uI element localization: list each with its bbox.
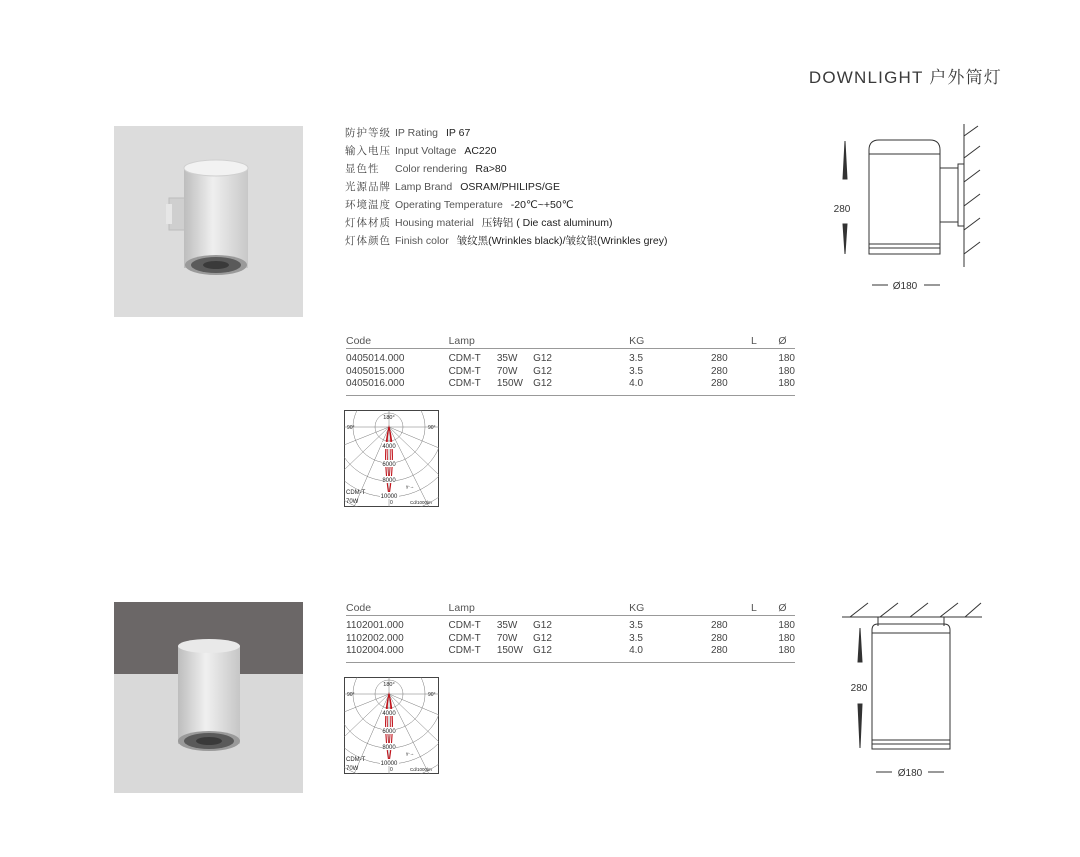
height-dimension: 280 — [850, 683, 868, 694]
diameter-dimension: Ø180 — [892, 281, 918, 292]
spec-housing-material: 灯体材质 Housing material 压铸铝 ( Die cast aluminum) — [345, 217, 613, 229]
angle-label-right: 90° — [428, 425, 436, 431]
table-row: 0405015.000 CDM-T 70W G12 3.5 280 180 — [346, 365, 795, 377]
table-row: 1102004.000 CDM-T 150W G12 4.0 280 180 — [346, 645, 795, 662]
table-row: 0405014.000 CDM-T 35W G12 3.5 280 180 — [346, 353, 795, 365]
table-header: Code Lamp KG L Ø — [346, 334, 795, 349]
product-photo-wall — [114, 126, 303, 317]
lamp-watt-label: 70W — [346, 499, 359, 505]
unit-label: Cd/1000lm — [410, 500, 432, 505]
lamp-label: CDM-T — [346, 757, 366, 763]
table-header: Code Lamp KG L Ø — [346, 601, 795, 616]
product-photo-ceiling — [114, 602, 303, 793]
spec-list — [345, 124, 668, 250]
spec-ip-rating: 防护等级 IP Rating IP 67 — [345, 127, 471, 139]
lamp-watt-label: 70W — [346, 766, 359, 772]
gamma-label: γ-→ — [406, 484, 415, 489]
page-title: DOWNLIGHT 户外筒灯 — [808, 68, 1002, 87]
spec-color-rendering: 显色性 Color rendering Ra>80 — [345, 163, 507, 175]
table-row: 1102001.000 CDM-T 35W G12 3.5 280 180 — [346, 620, 795, 632]
ring-label: 4000 — [382, 711, 396, 717]
zero-label: 0 — [390, 767, 393, 773]
product2-table — [346, 601, 795, 663]
ring-label: 10000 — [380, 494, 398, 500]
angle-label-right: 90° — [428, 692, 436, 698]
polar-diagram-1 — [344, 410, 439, 507]
technical-drawing-wall — [826, 124, 986, 301]
unit-label: Cd/1000lm — [410, 767, 432, 772]
spec-lamp-brand: 光源品牌 Lamp Brand OSRAM/PHILIPS/GE — [345, 181, 560, 193]
angle-label-left: 90° — [347, 425, 355, 431]
ring-label: 10000 — [380, 761, 398, 767]
spec-finish-color: 灯体颜色 Finish color 皱纹黑(Wrinkles black)/皱纹银(Wrinkles grey) — [345, 235, 668, 247]
gamma-label: γ-→ — [406, 751, 415, 756]
table-row: 1102002.000 CDM-T 70W G12 3.5 280 180 — [346, 632, 795, 644]
angle-label-top: 180° — [383, 415, 395, 421]
ring-label: 4000 — [382, 444, 396, 450]
polar-diagram-2 — [344, 677, 439, 774]
angle-label-left: 90° — [347, 692, 355, 698]
lamp-label: CDM-T — [346, 490, 366, 496]
zero-label: 0 — [390, 500, 393, 506]
ring-label: 6000 — [382, 462, 396, 468]
ring-label: 8000 — [382, 478, 396, 484]
table-row: 0405016.000 CDM-T 150W G12 4.0 280 180 — [346, 378, 795, 395]
angle-label-top: 180° — [383, 682, 395, 688]
diameter-dimension: Ø180 — [897, 768, 923, 779]
spec-input-voltage: 输入电压 Input Voltage AC220 — [345, 145, 497, 157]
product1-table — [346, 334, 795, 396]
height-dimension: 280 — [833, 204, 851, 215]
ring-label: 6000 — [382, 729, 396, 735]
ring-label: 8000 — [382, 745, 396, 751]
technical-drawing-ceiling — [840, 600, 985, 787]
spec-operating-temperature: 环境温度 Operating Temperature -20℃~+50℃ — [345, 199, 574, 211]
